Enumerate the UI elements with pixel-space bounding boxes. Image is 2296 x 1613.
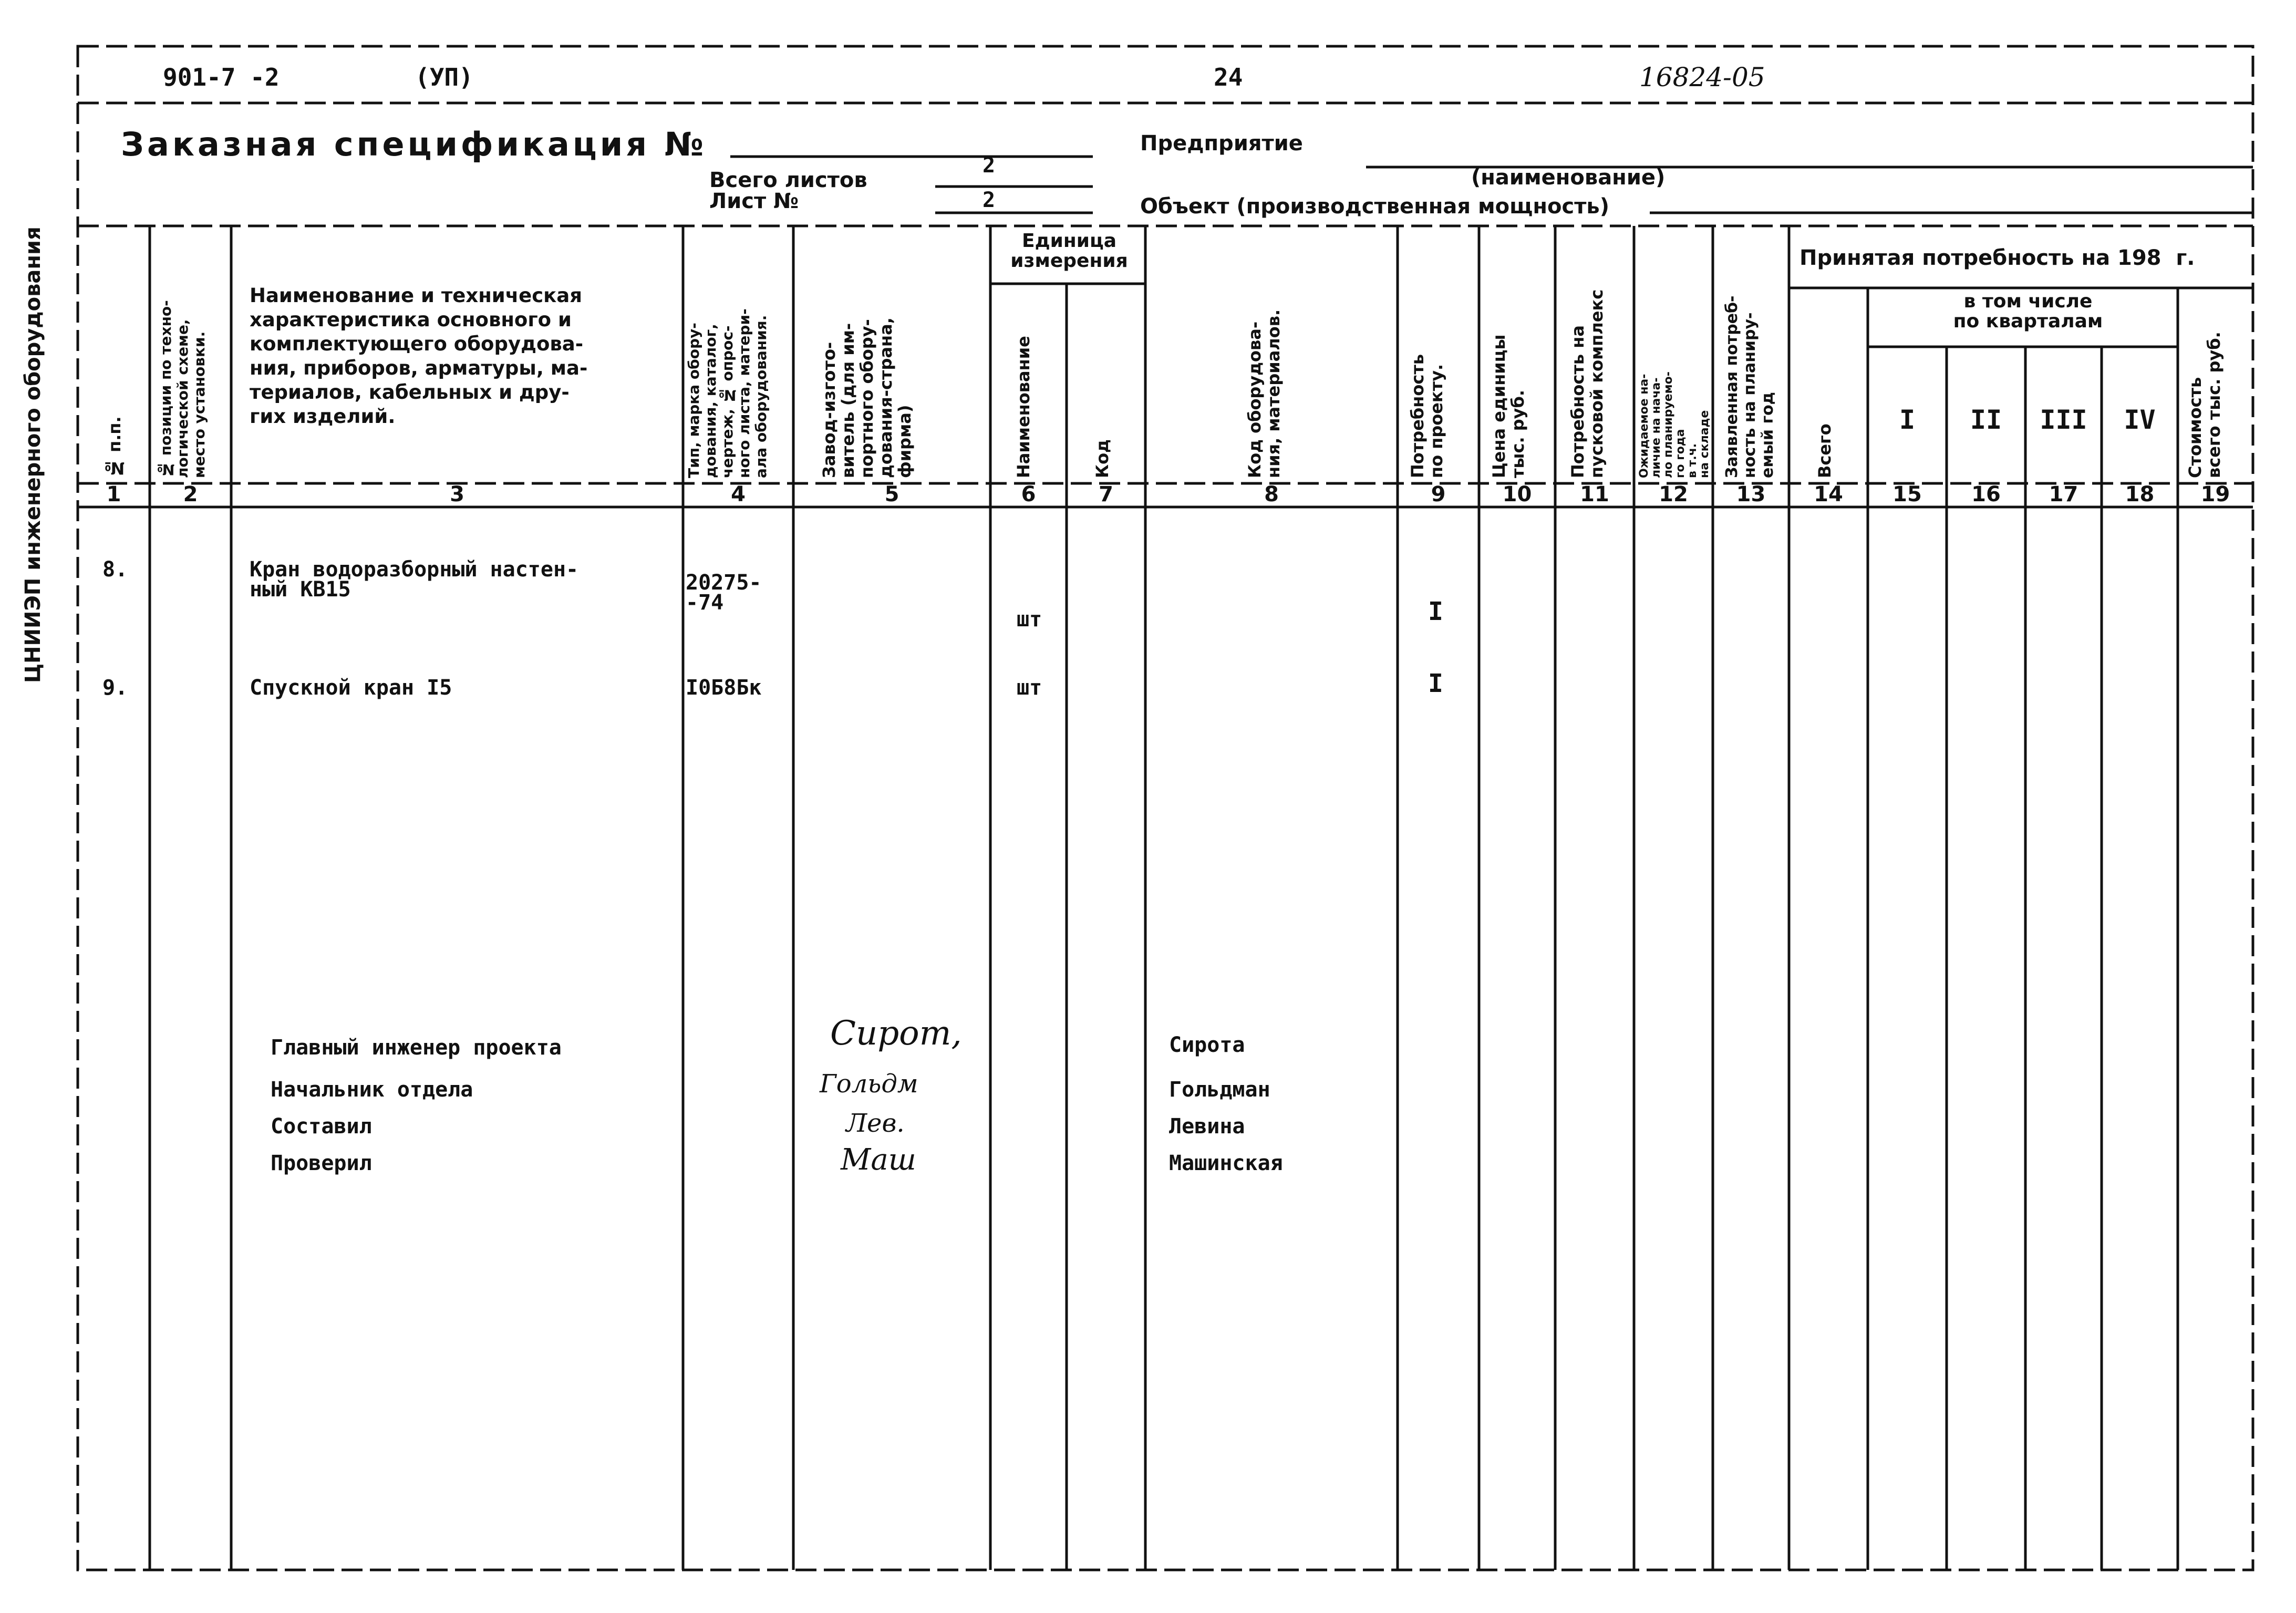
object-label: Объект (производственная мощность) [1140,194,1609,219]
signer-role: Составил [271,1114,372,1139]
col-number: 7 [1099,482,1113,506]
signer-name: Гольдман [1169,1078,1270,1102]
col-header-17: III [2040,405,2087,435]
quarters-group-header: в том числе по кварталам [1953,291,2103,332]
col-number: 4 [731,482,746,506]
col-number: 19 [2200,482,2230,506]
item-name: Кран водоразборный настен- ный КВ15 [250,557,579,602]
col-number: 14 [1814,482,1843,506]
col-header-5: Завод-изгото- витель (для им- портного обору- дования-страна, фирма) [819,317,915,478]
col-header-2: № позиции по техно- логической схеме, место установки. [157,300,208,478]
enterprise-label: Предприятие [1140,131,1303,156]
col-header-14: Всего [1815,423,1835,478]
col-number: 5 [884,482,899,506]
side-organization-label: ЦНИИЭП инженерного оборудования [21,226,45,683]
col-number: 13 [1736,482,1766,506]
item-type: 20275- -74 [686,571,762,615]
col-number: 9 [1431,482,1446,506]
total-sheets-label: Всего листов [709,168,867,192]
col-header-19: Стоимость всего тыс. руб. [2185,332,2224,478]
handwritten-signature: Маш [841,1143,916,1177]
sheet-label: Лист № [709,189,799,213]
col-header-12: Ожидаемое на- личие на нача- ло планируемо- го года в т.ч. на складе [1638,371,1711,478]
name-label: (наименование) [1471,166,1666,190]
col-number: 16 [1971,482,2001,506]
signer-role: Начальник отдела [271,1078,473,1102]
col-number: 3 [450,482,464,506]
sheet-value: 2 [982,188,996,212]
col-number: 15 [1892,482,1922,506]
unit-group-header: Единица измерения [1010,230,1128,272]
col-header-10: Цена единицы тыс. руб. [1489,334,1528,478]
col-header-6: Наименование [1013,336,1033,478]
sheet-number: 16824-05 [1639,62,1765,92]
item-name: Спускной кран I5 [250,676,452,700]
handwritten-signature: Лев. [846,1109,905,1138]
item-qty: I [1428,597,1443,626]
item-qty: I [1428,669,1443,698]
col-header-3: Наименование и техническая характеристика основного и комплектующего оборудова- ния, приборов, арматуры, ма- териалов, кабельных и дру- гих изделий. [250,284,588,428]
col-number: 17 [2049,482,2078,506]
handwritten-signature: Гольдм [820,1069,918,1099]
col-number: 11 [1580,482,1609,506]
album-number: (УП) [415,63,473,91]
col-number: 10 [1502,482,1532,506]
signer-role: Главный инженер проекта [271,1036,562,1060]
row-number: 9. [102,676,128,700]
col-header-13: Заявленная потреб- ность на планиру- емый год [1723,295,1777,478]
signer-name: Сирота [1169,1033,1245,1057]
col-number: 18 [2125,482,2155,506]
col-number: 2 [183,482,198,506]
accepted-need-header: Принятая потребность на 198 г. [1799,246,2195,270]
page-number: 24 [1214,63,1243,91]
item-unit: шт [1017,607,1042,632]
col-number: 12 [1659,482,1688,506]
col-header-15: I [1899,405,1916,435]
item-type: I0Б8Бк [686,676,762,700]
signer-name: Левина [1169,1114,1245,1139]
doc-code: 901-7 -2 [163,63,280,91]
signer-role: Проверил [271,1151,372,1175]
col-number: 1 [106,482,121,506]
col-header-18: IV [2124,405,2156,435]
col-number: 8 [1264,482,1279,506]
col-header-11: Потребность на пусковой комплекс [1568,289,1607,478]
col-header-4: Тип, марка обору- дования, каталог, чертеж, № опрос- ного листа, матери- ала оборудования. [685,308,770,478]
signer-name: Машинская [1169,1151,1283,1175]
col-header-9: Потребность по проекту. [1408,354,1446,478]
col-header-16: II [1970,405,2002,435]
total-sheets-value: 2 [982,153,996,178]
spec-title: Заказная спецификация № [121,125,707,163]
col-number: 6 [1021,482,1036,506]
col-header-7: Код [1092,439,1112,478]
row-number: 8. [102,557,128,582]
col-header-8: Код оборудова- ния, материалов. [1245,309,1284,478]
handwritten-signature: Сирот, [830,1014,962,1053]
col-header-1: № п.п. [105,416,125,478]
item-unit: шт [1017,676,1042,700]
